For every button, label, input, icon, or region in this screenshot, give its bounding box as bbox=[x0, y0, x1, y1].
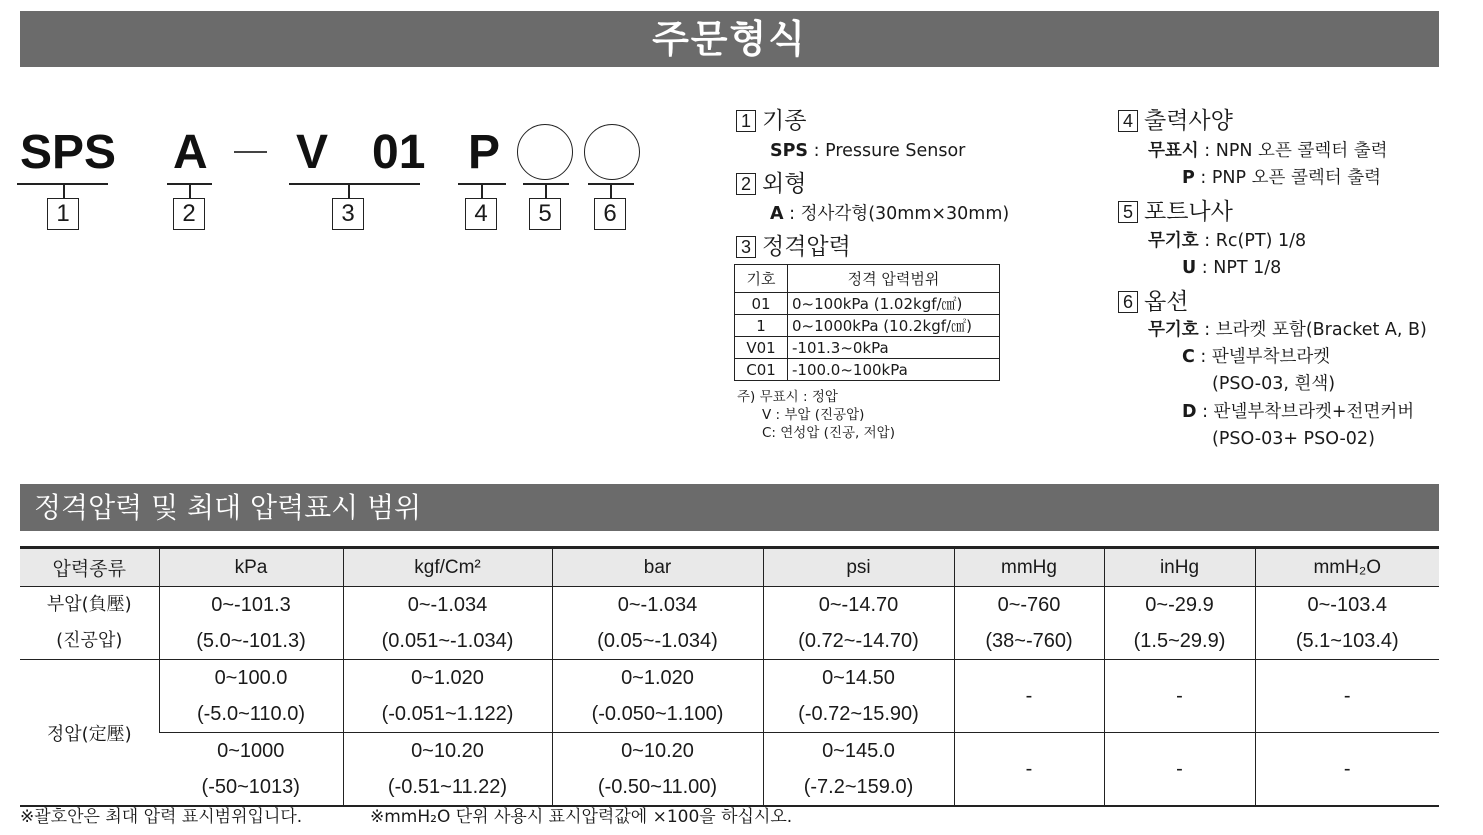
code-blank-option bbox=[584, 124, 640, 180]
code-part-shape: A bbox=[173, 126, 208, 179]
col-kpa: kPa bbox=[159, 548, 343, 587]
table-row bbox=[20, 587, 1439, 660]
footnote-mmh2o: ※mmH₂O 단위 사용시 표시압력값에 ×100을 하십시오. bbox=[370, 807, 793, 827]
code-part-pressure-v: V bbox=[296, 126, 329, 179]
spec-6-text: : 판넬부착브라켓+전면커버 bbox=[1196, 402, 1415, 422]
spec-1-title: 기종 bbox=[762, 108, 807, 134]
col-mmh2o: mmH₂O bbox=[1255, 548, 1439, 587]
spec-1-text: : Pressure Sensor bbox=[808, 141, 966, 161]
spec-5-line-2 bbox=[1182, 257, 1281, 279]
bracket-1-stem bbox=[63, 183, 65, 198]
spec-6-key: 무기호 bbox=[1148, 320, 1199, 340]
rated-pressure-table bbox=[734, 264, 1000, 381]
spec-5-title: 포트나사 bbox=[1144, 199, 1233, 225]
spec-6-line-3 bbox=[1212, 373, 1335, 395]
spec-4-title: 출력사양 bbox=[1144, 108, 1233, 134]
code-number-1: 1 bbox=[47, 198, 79, 230]
table-row bbox=[735, 359, 1000, 381]
table-row bbox=[20, 660, 1439, 733]
spec-6-line-4 bbox=[1182, 401, 1414, 423]
code-part-output: P bbox=[468, 126, 501, 179]
rated-range: -101.3~0kPa bbox=[788, 337, 1000, 359]
range-cell: - bbox=[954, 660, 1104, 733]
spec-3-number: 3 bbox=[736, 236, 756, 258]
range-cell: 0~1000 (-50~1013) bbox=[159, 733, 343, 807]
range-cell: 0~-103.4 (5.1~103.4) bbox=[1255, 587, 1439, 660]
spec-5-text: : NPT 1/8 bbox=[1196, 258, 1282, 278]
rated-range: 0~100kPa (1.02kgf/㎠) bbox=[788, 293, 1000, 315]
spec-6-text: : 브라켓 포함(Bracket A, B) bbox=[1198, 320, 1427, 340]
section-title: 정격압력 및 최대 압력표시 범위 bbox=[34, 491, 422, 524]
table-row bbox=[20, 733, 1439, 807]
spec-1-number: 1 bbox=[736, 110, 756, 132]
bracket-4-stem bbox=[481, 183, 483, 198]
spec-4-text: : PNP 오픈 콜렉터 출력 bbox=[1194, 168, 1382, 188]
spec-5-line-1 bbox=[1148, 230, 1306, 252]
spec-3-title: 정격압력 bbox=[762, 234, 851, 260]
rated-note-3: C: 연성압 (진공, 저압) bbox=[762, 425, 895, 441]
range-cell: 0~-1.034 (0.05~-1.034) bbox=[552, 587, 763, 660]
spec-4-key: P bbox=[1182, 168, 1195, 188]
col-kgf: kgf/Cm² bbox=[343, 548, 552, 587]
range-cell: 0~-760 (38~-760) bbox=[954, 587, 1104, 660]
spec-6-heading bbox=[1118, 288, 1188, 316]
spec-5-number: 5 bbox=[1118, 201, 1138, 223]
spec-2-text: : 정사각형(30mm×30mm) bbox=[783, 204, 1010, 224]
rated-pressure-header bbox=[735, 265, 1000, 293]
range-cell: - bbox=[1104, 660, 1255, 733]
rated-code: 01 bbox=[735, 293, 788, 315]
spec-6-key: C bbox=[1182, 347, 1195, 367]
row-type-positive: 정압(定壓) bbox=[20, 660, 159, 807]
col-pressure-type: 압력종류 bbox=[20, 548, 159, 587]
rated-code: C01 bbox=[735, 359, 788, 381]
spec-3-heading bbox=[736, 233, 851, 261]
range-cell: - bbox=[1104, 733, 1255, 807]
spec-2-line bbox=[770, 203, 1009, 225]
bracket-3-stem bbox=[348, 183, 350, 198]
spec-5-key: U bbox=[1182, 258, 1197, 278]
page-title: 주문형식 bbox=[652, 17, 807, 61]
footnote-parentheses: ※괄호안은 최대 압력 표시범위입니다. bbox=[20, 807, 303, 827]
spec-4-key: 무표시 bbox=[1148, 141, 1199, 161]
spec-6-number: 6 bbox=[1118, 291, 1138, 313]
rated-range: -100.0~100kPa bbox=[788, 359, 1000, 381]
range-cell: 0~-14.70 (0.72~-14.70) bbox=[763, 587, 954, 660]
rated-code: V01 bbox=[735, 337, 788, 359]
bracket-2-stem bbox=[189, 183, 191, 198]
col-inhg: inHg bbox=[1104, 548, 1255, 587]
pressure-range-table bbox=[20, 546, 1439, 807]
spec-2-key: A bbox=[770, 204, 784, 224]
range-cell: 0~10.20 (-0.50~11.00) bbox=[552, 733, 763, 807]
spec-2-number: 2 bbox=[736, 173, 756, 195]
spec-5-text: : Rc(PT) 1/8 bbox=[1198, 231, 1307, 251]
code-dash bbox=[234, 151, 267, 153]
spec-6-text: : 판넬부착브라켓 bbox=[1194, 347, 1331, 367]
range-cell: - bbox=[1255, 660, 1439, 733]
code-number-2: 2 bbox=[173, 198, 205, 230]
title-banner bbox=[20, 11, 1439, 67]
spec-6-line-5 bbox=[1212, 428, 1375, 450]
spec-4-text: : NPN 오픈 콜렉터 출력 bbox=[1198, 141, 1388, 161]
col-psi: psi bbox=[763, 548, 954, 587]
spec-5-heading bbox=[1118, 198, 1233, 226]
spec-4-line-2 bbox=[1182, 167, 1381, 189]
col-bar: bar bbox=[552, 548, 763, 587]
range-cell: 0~-101.3 (5.0~-101.3) bbox=[159, 587, 343, 660]
range-cell: 0~-29.9 (1.5~29.9) bbox=[1104, 587, 1255, 660]
table-row bbox=[735, 293, 1000, 315]
rated-pressure-col-code: 기호 bbox=[735, 265, 788, 293]
range-cell: 0~145.0 (-7.2~159.0) bbox=[763, 733, 954, 807]
range-cell: 0~1.020 (-0.051~1.122) bbox=[343, 660, 552, 733]
code-blank-port bbox=[517, 124, 573, 180]
range-cell: 0~14.50 (-0.72~15.90) bbox=[763, 660, 954, 733]
range-header-row bbox=[20, 548, 1439, 587]
range-cell: 0~1.020 (-0.050~1.100) bbox=[552, 660, 763, 733]
code-part-model: SPS bbox=[20, 126, 117, 179]
bracket-3 bbox=[289, 183, 420, 185]
spec-1-line bbox=[770, 140, 965, 162]
code-part-pressure-01: 01 bbox=[372, 126, 426, 179]
spec-2-title: 외형 bbox=[762, 171, 807, 197]
spec-6-title: 옵션 bbox=[1144, 289, 1189, 315]
bracket-6-stem bbox=[610, 183, 612, 198]
rated-pressure-col-range: 정격 압력범위 bbox=[788, 265, 1000, 293]
spec-6-line-1 bbox=[1148, 319, 1427, 341]
col-mmhg: mmHg bbox=[954, 548, 1104, 587]
spec-4-number: 4 bbox=[1118, 110, 1138, 132]
code-number-4: 4 bbox=[465, 198, 497, 230]
row-type-negative: 부압(負壓) (진공압) bbox=[46, 594, 132, 651]
spec-6-text: (PSO-03+ PSO-02) bbox=[1212, 429, 1375, 449]
range-cell: 0~-1.034 (0.051~-1.034) bbox=[343, 587, 552, 660]
spec-4-line-1 bbox=[1148, 140, 1388, 162]
table-row bbox=[735, 337, 1000, 359]
range-cell: - bbox=[954, 733, 1104, 807]
spec-6-text: (PSO-03, 흰색) bbox=[1212, 374, 1336, 394]
rated-range: 0~1000kPa (10.2kgf/㎠) bbox=[788, 315, 1000, 337]
code-number-3: 3 bbox=[332, 198, 364, 230]
range-cell: 0~100.0 (-5.0~110.0) bbox=[159, 660, 343, 733]
spec-4-heading bbox=[1118, 107, 1233, 135]
code-number-5: 5 bbox=[529, 198, 561, 230]
range-cell: 0~10.20 (-0.51~11.22) bbox=[343, 733, 552, 807]
section-banner bbox=[20, 484, 1439, 531]
bracket-5-stem bbox=[545, 183, 547, 198]
code-number-6: 6 bbox=[594, 198, 626, 230]
table-row bbox=[735, 315, 1000, 337]
spec-2-heading bbox=[736, 170, 806, 198]
spec-1-key: SPS bbox=[770, 141, 809, 161]
rated-note-2: V : 부압 (진공압) bbox=[762, 407, 865, 423]
rated-code: 1 bbox=[735, 315, 788, 337]
spec-6-line-2 bbox=[1182, 346, 1330, 368]
rated-note-1: 주) 무표시 : 정압 bbox=[737, 389, 838, 405]
range-cell: - bbox=[1255, 733, 1439, 807]
spec-5-key: 무기호 bbox=[1148, 231, 1199, 251]
spec-6-key: D bbox=[1182, 402, 1197, 422]
spec-1-heading bbox=[736, 107, 806, 135]
